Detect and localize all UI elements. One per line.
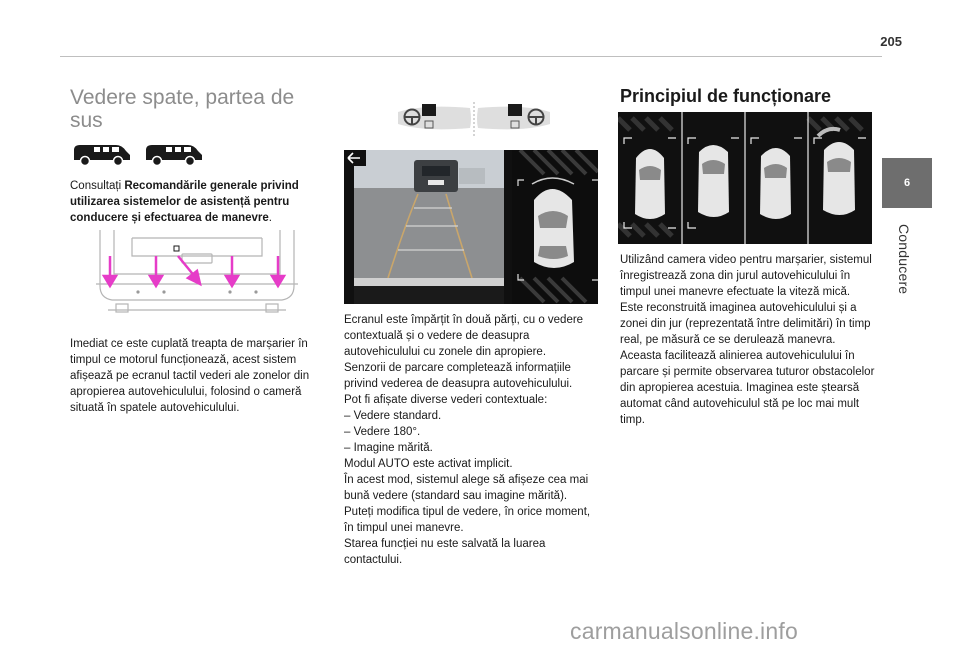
mirror-steering-icon-right xyxy=(477,104,550,129)
note-suffix: . xyxy=(268,212,272,224)
reverse-camera-screen xyxy=(344,150,598,304)
chapter-tab[interactable]: 6 xyxy=(882,158,932,208)
principle-title: Principiul de funcționare xyxy=(620,86,832,106)
sensor-arrows xyxy=(104,256,284,286)
note-prefix: Consultați xyxy=(70,180,125,192)
chapter-label: Conducere xyxy=(896,224,912,295)
top-down-view xyxy=(512,150,598,304)
reverse-camera-icons xyxy=(394,98,554,138)
header-divider xyxy=(60,56,882,57)
watermark: carmanualsonline.info xyxy=(570,618,798,644)
screen-description: Ecranul este împărțit în două părți, cu o vedere contextuală și o vedere de deasupra autovehiculului cu zonele din apropiere. Senzorii de parcare completează informațiile privind vederea de deasupra autovehiculului. Pot fi afișate diverse vederi contextuale: – Vedere standard. – Vedere 180°. – Imagine mărită. Modul AUTO este activat implicit. În acest mod, sistemul alege să afișeze cea mai bună vedere (standard sau imagine mărită). Puteți modifica tipul de vedere, în orice moment, în timpul unei manevre. Starea funcției nu este salvată la luarea contactului. xyxy=(344,314,591,566)
reconstruction-frames xyxy=(618,112,872,244)
recommendation-note xyxy=(70,178,320,226)
license-plate xyxy=(428,180,444,185)
principle-description: Utilizând camera video pentru marșarier, sistemul înregistrează zona din jurul autovehiculului în timpul unei manevre efectuate la viteză mică. Este reconstruită imaginea autovehiculului și a zonei din jur (reprezentată între delimitări) în timp real, pe măsură ce se derulează manevra. Aceasta facilitează alinierea autovehiculului în parcare și permite observarea tuturor obstacolelor din apropierea acestuia. Imaginea este ștearsă automat când autovehiculul stă pe loc mai mult timp. xyxy=(620,254,875,426)
note-bold: Recomandările generale privind utilizarea sistemelor de asistență pentru conducere și efectuarea de manevre xyxy=(70,180,299,224)
van-icon xyxy=(146,145,202,166)
reconstruction-sequence xyxy=(618,112,872,244)
van-icon xyxy=(74,145,130,166)
contextual-view xyxy=(354,150,504,304)
section-title: Vedere spate, partea de sus xyxy=(70,86,295,132)
back-arrow-icon xyxy=(344,150,366,166)
page-number: 205 xyxy=(880,34,902,49)
camera-split-view xyxy=(344,150,598,304)
mirror-steering-icon-left xyxy=(398,104,471,129)
van-icons xyxy=(72,141,206,167)
intro-paragraph: Imediat ce este cuplată treapta de marșarier în timpul ce motorul funcționează, acest sistem afișează pe ecranul tactil vederi ale zonelor din apropierea autovehiculului, folosind o cameră situată în spatele autovehiculului. xyxy=(70,338,310,414)
rear-bumper-illustration xyxy=(94,226,300,320)
